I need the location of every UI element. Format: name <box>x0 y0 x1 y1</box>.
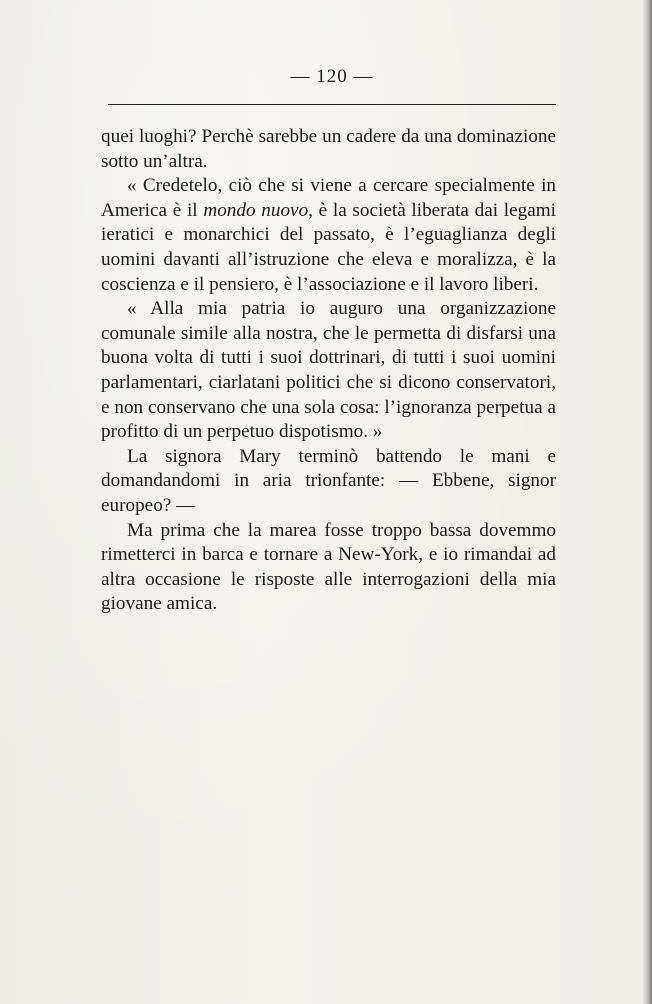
paragraph-5: Ma prima che la marea fosse troppo bassa dovemmo rimetterci in barca e tornare a New-York, e io rimandai ad altra occasione le risposte alle interrogazioni della mia giovane amica. <box>101 519 556 615</box>
paragraph-2: « Credetelo, ciò che si viene a cercare specialmente in America è il mondo nuovo, è la società liberata dai legami ieratici e monarchici del passato, è l’eguaglianza degli uomini davanti all’istruzione che eleva e moralizza, è la coscienza e il pensiero, è l’associazione e il lavoro liberi. <box>101 175 556 295</box>
page-number: — 120 — <box>290 66 374 87</box>
page-edge-shadow <box>642 0 652 1004</box>
body-text <box>101 125 556 617</box>
italic-phrase: mondo nuovo <box>203 199 309 221</box>
paragraph-3: « Alla mia patria io auguro una organizzazione comunale simile alla nostra, che le permetta di disfarsi una buona volta di tutti i suoi dottrinari, di tutti i suoi uomini parlamentari, ciarlatani politici che si dicono conservatori, e non conservano che una sola cosa: l’ignoranza perpetua a profitto di un perpetuo dispotismo. » <box>101 298 556 443</box>
paragraph-1: quei luoghi? Perchè sarebbe un cadere da una dominazione sotto un’altra. <box>101 126 556 172</box>
paragraph-4: La signora Mary terminò battendo le mani e domandandomi in aria trionfante: — Ebbene, signor europeo? — <box>101 445 556 516</box>
header-rule <box>108 104 556 105</box>
